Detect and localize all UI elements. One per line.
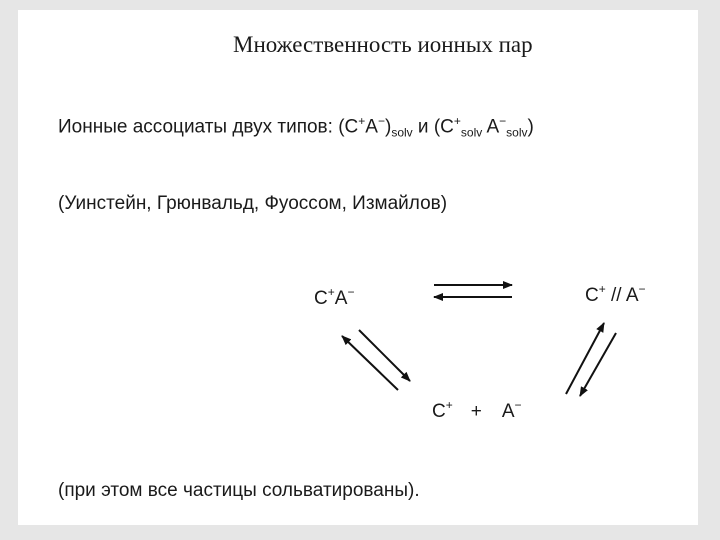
footnote: (при этом все частицы сольватированы). <box>58 480 420 501</box>
slide <box>18 10 698 525</box>
left-reverse-arrow <box>342 336 398 390</box>
solvent-separated-ion-pair: C+ // A− <box>585 282 646 306</box>
authors-line: (Уинстейн, Грюнвальд, Фуоссом, Измайлов) <box>58 193 448 214</box>
slide-title: Множественность ионных пар <box>233 32 533 57</box>
ion-associates-line: Ионные ассоциаты двух типов: $(C^+A^-)_{solv}$ и ($C^+_{solv}$ $A^-_{solv}$) <box>58 114 534 140</box>
contact-ion-pair: C+A− <box>314 285 355 309</box>
right-reverse-arrow <box>580 333 616 396</box>
equilibrium-arrows <box>18 10 698 525</box>
left-forward-arrow <box>359 330 410 381</box>
free-ions: C+ + A− <box>432 398 522 422</box>
right-forward-arrow <box>566 323 604 394</box>
